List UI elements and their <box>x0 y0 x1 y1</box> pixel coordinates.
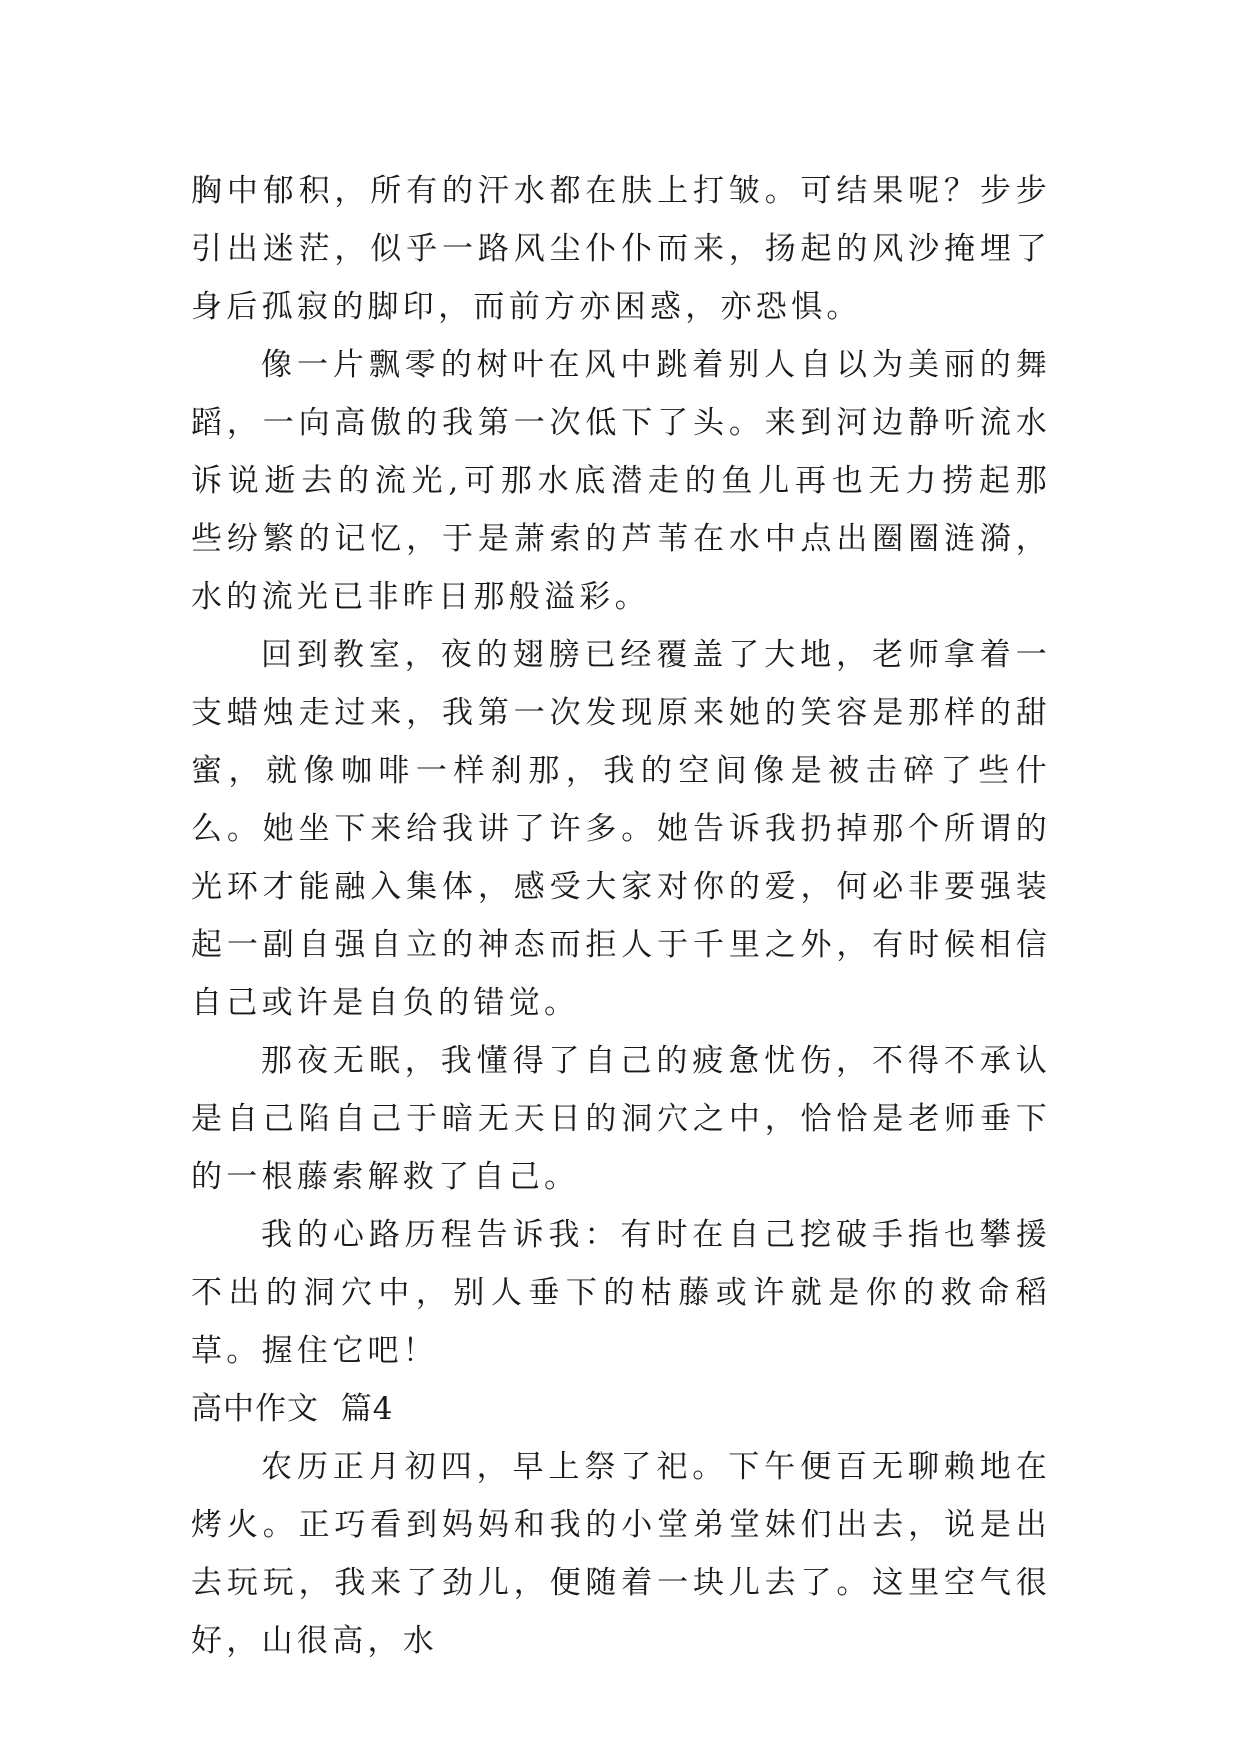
paragraph: 那夜无眠，我懂得了自己的疲惫忧伤，不得不承认是自己陷自己于暗无天日的洞穴之中，恰恰是老师垂下的一根藤索解救了自己。 <box>191 1043 1051 1195</box>
paragraph: 农历正月初四，早上祭了祀。下午便百无聊赖地在烤火。正巧看到妈妈和我的小堂弟堂妹们出去，说是出去玩玩，我来了劲儿，便随着一块儿去了。这里空气很好，山很高，水 <box>191 1449 1051 1659</box>
paragraph: 像一片飘零的树叶在风中跳着别人自以为美丽的舞蹈，一向高傲的我第一次低下了头。来到河边静听流水诉说逝去的流光,可那水底潜走的鱼儿再也无力捞起那些纷繁的记忆，于是萧索的芦苇在水中点出圈圈涟漪，水的流光已非昨日那般溢彩。 <box>191 347 1051 615</box>
paragraph: 我的心路历程告诉我：有时在自己挖破手指也攀援不出的洞穴中，别人垂下的枯藤或许就是你的救命稻草。握住它吧！ <box>191 1217 1051 1369</box>
document-body <box>191 162 1051 1670</box>
paragraph-continuation: 胸中郁积，所有的汗水都在肤上打皱。可结果呢？步步引出迷茫，似乎一路风尘仆仆而来，扬起的风沙掩埋了身后孤寂的脚印，而前方亦困惑，亦恐惧。 <box>191 173 1051 325</box>
section-heading: 高中作文 篇4 <box>191 1391 394 1427</box>
paragraph: 回到教室，夜的翅膀已经覆盖了大地，老师拿着一支蜡烛走过来，我第一次发现原来她的笑容是那样的甜蜜，就像咖啡一样刹那，我的空间像是被击碎了些什么。她坐下来给我讲了许多。她告诉我扔掉那个所谓的光环才能融入集体，感受大家对你的爱，何必非要强装起一副自强自立的神态而拒人于千里之外，有时候相信自己或许是自负的错觉。 <box>191 637 1051 1021</box>
